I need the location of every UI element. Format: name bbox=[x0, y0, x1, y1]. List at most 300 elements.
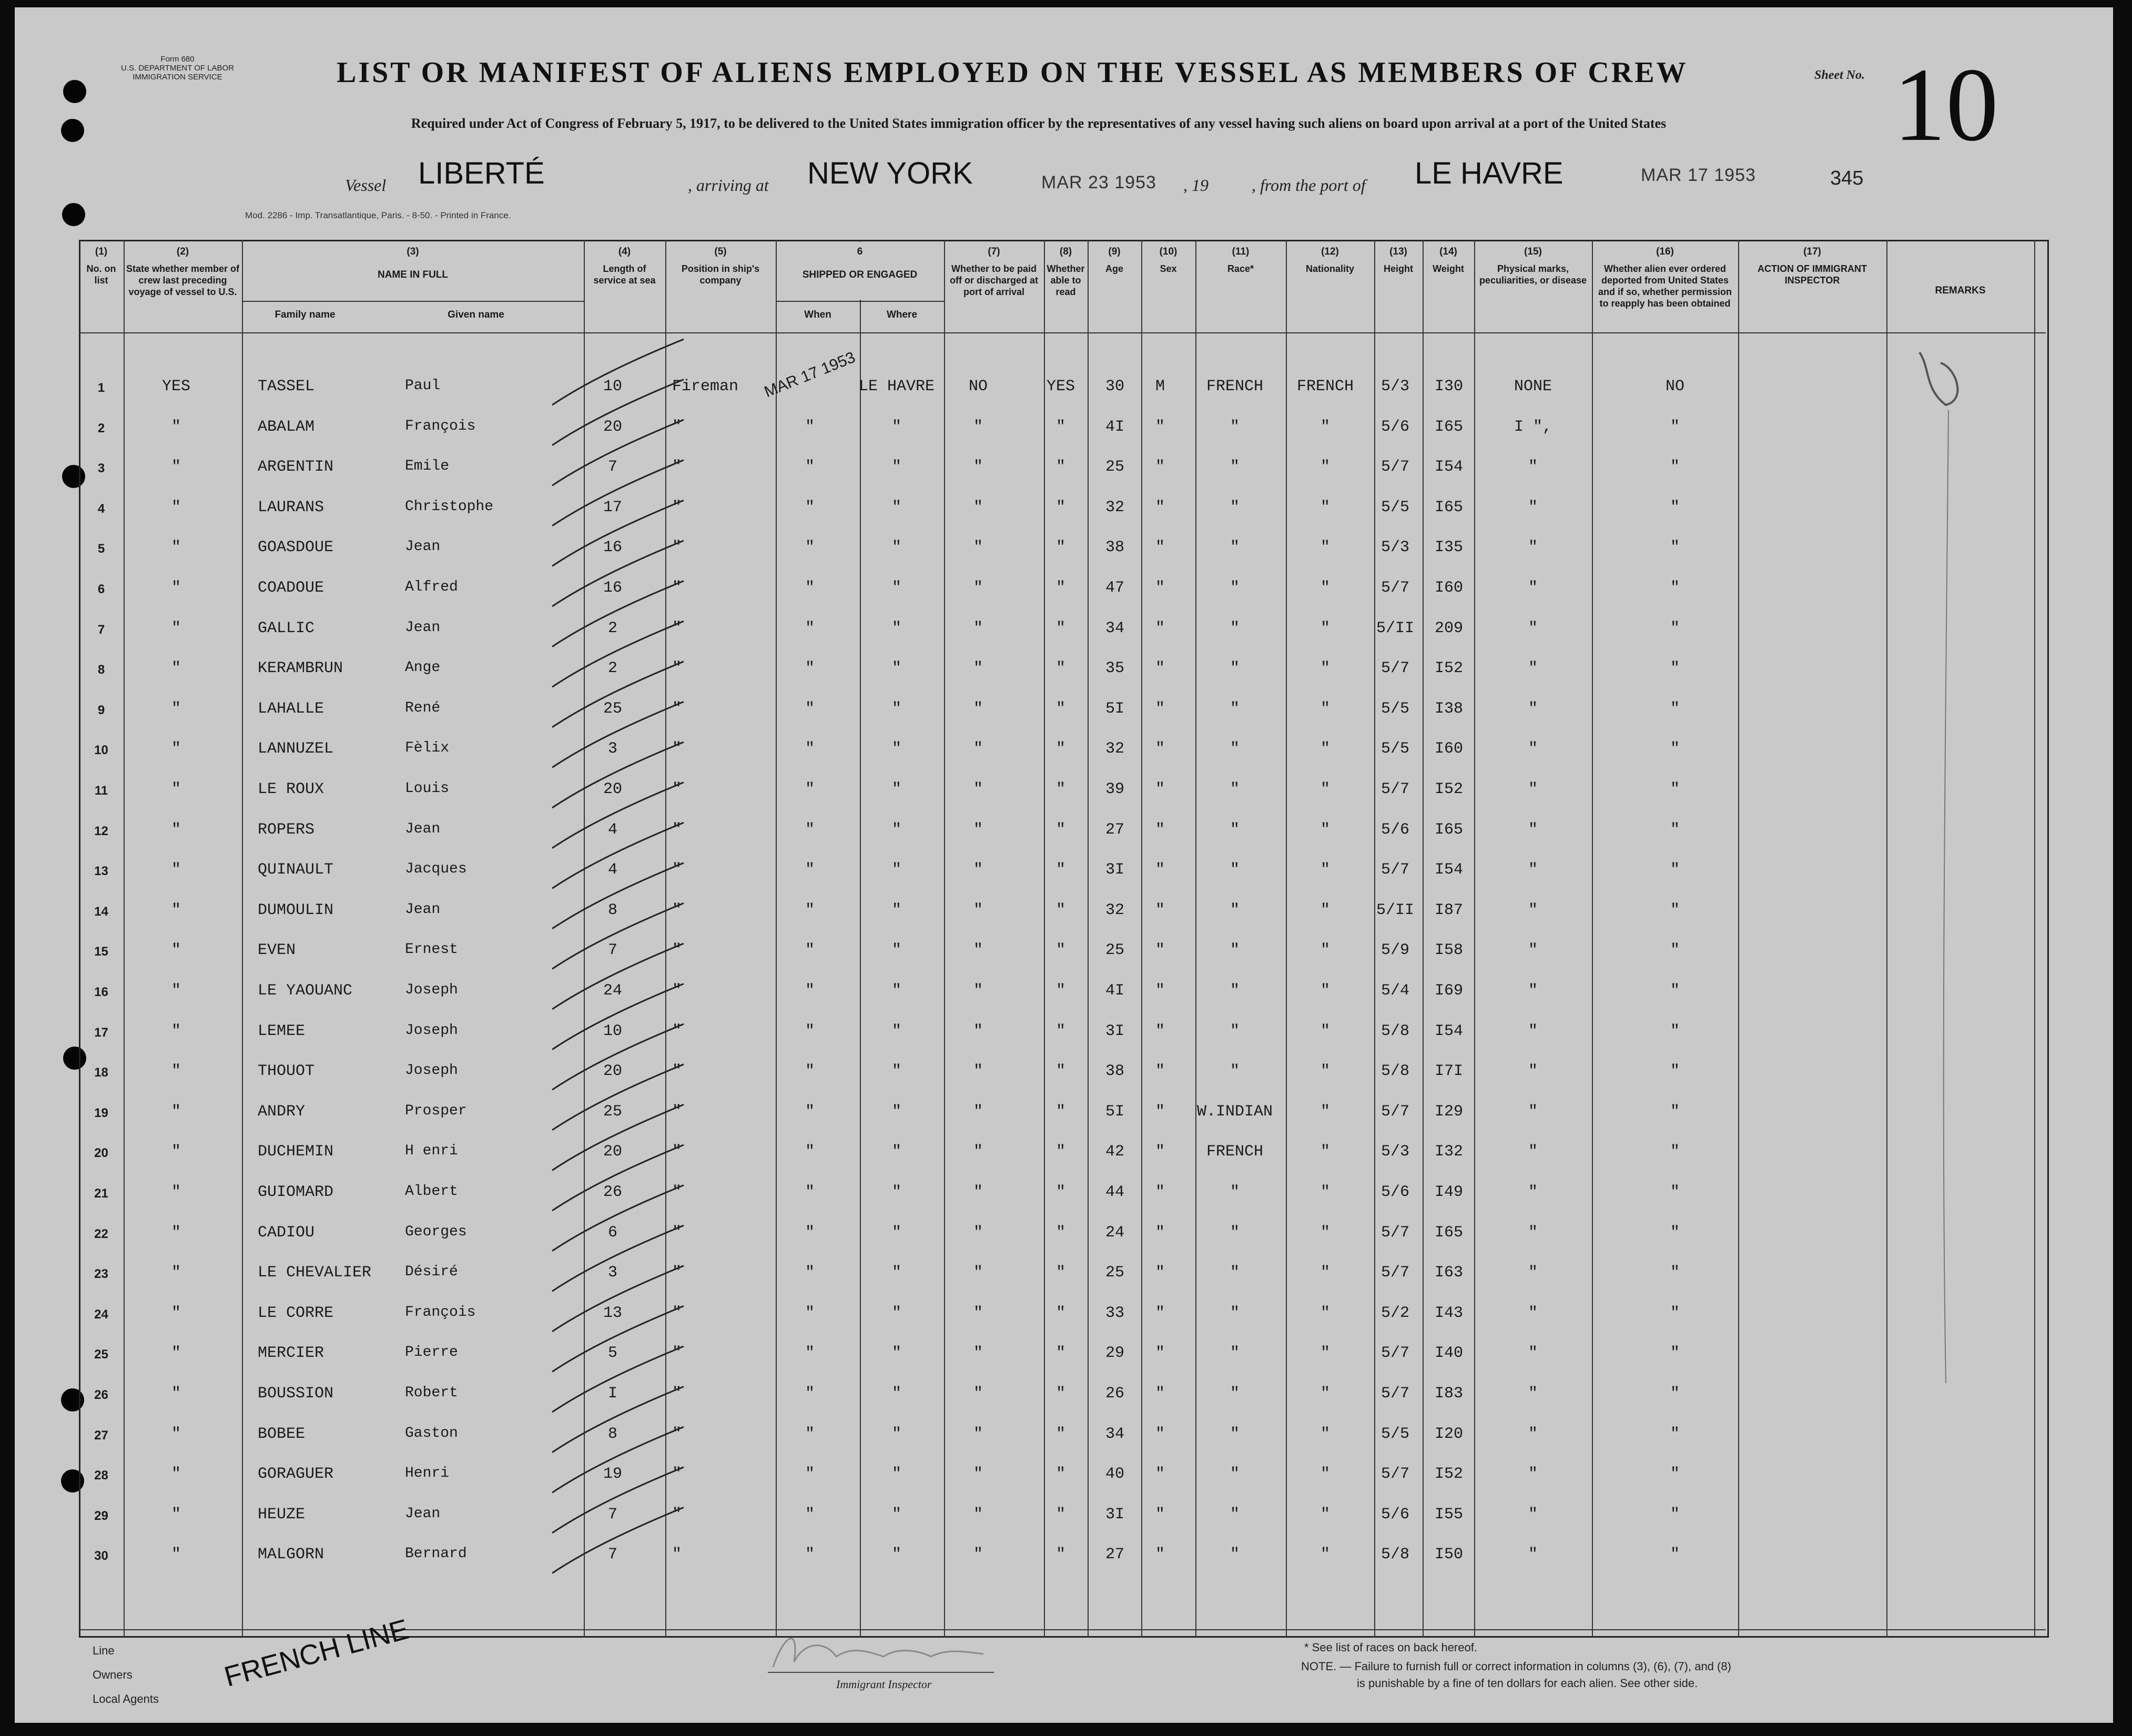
cell-race: " bbox=[1230, 1425, 1240, 1443]
cell-height: 5/9 bbox=[1380, 941, 1409, 960]
cell-paid: " bbox=[973, 1062, 983, 1081]
cell-deported: " bbox=[1670, 659, 1680, 678]
cell-family: HEUZE bbox=[258, 1505, 306, 1524]
column-number-c2: (2) bbox=[176, 246, 189, 257]
cell-where: " bbox=[891, 1102, 901, 1121]
cell-when: " bbox=[805, 1183, 815, 1201]
cell-read: " bbox=[1055, 1183, 1065, 1201]
row-number: 20 bbox=[94, 1146, 108, 1161]
cell-height: 5/7 bbox=[1380, 1102, 1409, 1121]
row-number: 18 bbox=[94, 1065, 108, 1080]
cell-race: FRENCH bbox=[1206, 378, 1264, 395]
cell-paid: " bbox=[973, 1465, 983, 1484]
cell-sex: " bbox=[1155, 699, 1165, 718]
cell-age: 40 bbox=[1105, 1465, 1124, 1484]
service-checkmark bbox=[552, 500, 684, 566]
cell-height: 5/8 bbox=[1380, 1062, 1409, 1081]
cell-marks: " bbox=[1528, 1102, 1538, 1121]
cell-nat: " bbox=[1320, 1425, 1330, 1443]
cell-when: " bbox=[805, 740, 815, 758]
cell-read: " bbox=[1055, 901, 1065, 919]
cell-given: Jacques bbox=[405, 861, 467, 878]
cell-nat: " bbox=[1320, 1304, 1330, 1322]
cell-nat: " bbox=[1320, 1223, 1330, 1242]
cell-marks: " bbox=[1528, 619, 1538, 637]
service-checkmark bbox=[552, 943, 684, 1009]
cell-position: " bbox=[672, 1143, 682, 1161]
cell-marks: " bbox=[1528, 861, 1538, 879]
cell-when: " bbox=[805, 1505, 815, 1524]
cell-race: " bbox=[1230, 861, 1240, 879]
cell-given: Christophe bbox=[405, 498, 494, 515]
cell-age: 29 bbox=[1105, 1344, 1124, 1363]
cell-position: " bbox=[672, 820, 682, 839]
cell-where: " bbox=[891, 1264, 901, 1282]
cell-given: Jean bbox=[405, 619, 441, 636]
service-checkmark bbox=[552, 742, 684, 808]
cell-weight: 209 bbox=[1434, 619, 1463, 637]
cell-paid: " bbox=[973, 901, 983, 919]
cell-sex: " bbox=[1155, 1223, 1165, 1242]
cell-read: " bbox=[1055, 1344, 1065, 1363]
cell-service: 13 bbox=[603, 1304, 622, 1322]
cell-height: 5/7 bbox=[1380, 861, 1409, 879]
cell-read: " bbox=[1055, 1062, 1065, 1081]
cell-marks: " bbox=[1528, 820, 1538, 839]
cell-weight: I52 bbox=[1434, 1465, 1463, 1484]
cell-marks: " bbox=[1528, 740, 1538, 758]
cell-deported: " bbox=[1670, 539, 1680, 557]
cell-position: " bbox=[672, 982, 682, 1000]
cell-paid: " bbox=[973, 1264, 983, 1282]
cell-paid: " bbox=[973, 619, 983, 637]
cell-when: " bbox=[805, 659, 815, 678]
cell-given: Jean bbox=[405, 539, 441, 555]
cell-service: 8 bbox=[607, 901, 617, 919]
cell-weight: I65 bbox=[1434, 418, 1463, 436]
cell-height: 5/3 bbox=[1380, 378, 1409, 395]
cell-service: 8 bbox=[607, 1425, 617, 1443]
cell-nat: " bbox=[1320, 1143, 1330, 1161]
cell-deported: " bbox=[1670, 1183, 1680, 1201]
cell-when: " bbox=[805, 1062, 815, 1081]
cell-position: " bbox=[672, 458, 682, 476]
cell-read: " bbox=[1055, 498, 1065, 516]
cell-weight: I52 bbox=[1434, 659, 1463, 678]
cell-nat: " bbox=[1320, 539, 1330, 557]
cell-height: 5/5 bbox=[1380, 1425, 1409, 1443]
cell-prev: " bbox=[171, 619, 181, 637]
cell-where: " bbox=[891, 539, 901, 557]
column-header-c4: Length of service at sea bbox=[593, 263, 656, 286]
row-number: 7 bbox=[97, 622, 105, 637]
cell-service: 7 bbox=[607, 1505, 617, 1524]
arriving-label: , arriving at bbox=[688, 176, 769, 195]
cell-where: " bbox=[891, 982, 901, 1000]
cell-prev: " bbox=[171, 901, 181, 919]
cell-race: " bbox=[1230, 1183, 1240, 1201]
cell-read: " bbox=[1055, 1022, 1065, 1040]
cell-marks: " bbox=[1528, 1062, 1538, 1081]
cell-deported: " bbox=[1670, 579, 1680, 597]
cell-paid: " bbox=[973, 861, 983, 879]
row-number: 6 bbox=[97, 582, 105, 596]
cell-sex: " bbox=[1155, 458, 1165, 476]
cell-sex: " bbox=[1155, 861, 1165, 879]
cell-sex: " bbox=[1155, 982, 1165, 1000]
remarks-pencil-mark bbox=[1909, 337, 1988, 1388]
cell-race: " bbox=[1230, 1385, 1240, 1403]
row-number: 27 bbox=[94, 1428, 108, 1443]
cell-given: Georges bbox=[405, 1223, 467, 1240]
cell-height: 5/6 bbox=[1380, 820, 1409, 839]
column-number-c8: (8) bbox=[1059, 246, 1072, 257]
cell-sex: " bbox=[1155, 659, 1165, 678]
cell-weight: I60 bbox=[1434, 579, 1463, 597]
row-number: 2 bbox=[97, 421, 105, 435]
cell-deported: " bbox=[1670, 740, 1680, 758]
arrival-date-stamp: MAR 23 1953 bbox=[1041, 172, 1156, 192]
cell-age: 4I bbox=[1105, 982, 1124, 1000]
row-number: 8 bbox=[97, 663, 105, 677]
cell-age: 32 bbox=[1105, 740, 1124, 758]
row-number: 3 bbox=[97, 461, 105, 476]
row-number: 16 bbox=[94, 985, 108, 999]
cell-marks: " bbox=[1528, 1223, 1538, 1242]
cell-height: 5/5 bbox=[1380, 498, 1409, 516]
cell-given: Jean bbox=[405, 1505, 441, 1522]
cell-service: 10 bbox=[603, 1022, 622, 1040]
cell-deported: " bbox=[1670, 901, 1680, 919]
cell-marks: " bbox=[1528, 1022, 1538, 1040]
cell-when: " bbox=[805, 1385, 815, 1403]
cell-paid: " bbox=[973, 579, 983, 597]
cell-nat: " bbox=[1320, 418, 1330, 436]
cell-sex: " bbox=[1155, 1304, 1165, 1322]
cell-position: " bbox=[672, 1062, 682, 1081]
cell-sex: " bbox=[1155, 1546, 1165, 1564]
cell-read: " bbox=[1055, 699, 1065, 718]
cell-sex: " bbox=[1155, 1344, 1165, 1363]
cell-where: " bbox=[891, 1425, 901, 1443]
cell-marks: " bbox=[1528, 1546, 1538, 1564]
cell-when: " bbox=[805, 1546, 815, 1564]
row-number: 10 bbox=[94, 743, 108, 758]
cell-race: " bbox=[1230, 982, 1240, 1000]
cell-height: 5/7 bbox=[1380, 1385, 1409, 1403]
cell-when: " bbox=[805, 982, 815, 1000]
cell-when: " bbox=[805, 1344, 815, 1363]
cell-when: " bbox=[805, 941, 815, 960]
cell-family: EVEN bbox=[258, 941, 296, 960]
cell-height: 5/7 bbox=[1380, 659, 1409, 678]
column-header-c14: Weight bbox=[1433, 263, 1464, 274]
cell-deported: " bbox=[1670, 1465, 1680, 1484]
cell-nat: " bbox=[1320, 1344, 1330, 1363]
cell-position: " bbox=[672, 1546, 682, 1564]
column-header-c17: ACTION OF IMMIGRANT INSPECTOR bbox=[1758, 263, 1867, 286]
column-number-c3: (3) bbox=[407, 246, 419, 257]
cell-read: " bbox=[1055, 941, 1065, 960]
cell-when: " bbox=[805, 901, 815, 919]
cell-race: " bbox=[1230, 1223, 1240, 1242]
cell-weight: I50 bbox=[1434, 1546, 1463, 1564]
cell-family: CADIOU bbox=[258, 1223, 315, 1242]
cell-weight: I60 bbox=[1434, 740, 1463, 758]
cell-age: 3I bbox=[1105, 1022, 1124, 1040]
cell-race: " bbox=[1230, 1546, 1240, 1564]
column-header-c2: State whether member of crew last preceding voyage of vessel to U.S. bbox=[126, 263, 240, 297]
service-checkmark bbox=[552, 1387, 684, 1453]
cell-weight: I65 bbox=[1434, 498, 1463, 516]
cell-race: " bbox=[1230, 458, 1240, 476]
cell-given: Albert bbox=[405, 1183, 458, 1200]
cell-service: 26 bbox=[603, 1183, 622, 1201]
cell-race: " bbox=[1230, 1304, 1240, 1322]
cell-sex: " bbox=[1155, 780, 1165, 798]
cell-position: " bbox=[672, 1022, 682, 1040]
cell-when: " bbox=[805, 1425, 815, 1443]
cell-prev: " bbox=[171, 1022, 181, 1040]
service-checkmark bbox=[552, 1185, 684, 1251]
cell-position: Fireman bbox=[672, 378, 739, 395]
service-checkmark bbox=[552, 581, 684, 647]
cell-paid: " bbox=[973, 1344, 983, 1363]
cell-sex: " bbox=[1155, 1505, 1165, 1524]
cell-marks: NONE bbox=[1514, 378, 1552, 395]
cell-nat: " bbox=[1320, 740, 1330, 758]
cell-age: 3I bbox=[1105, 1505, 1124, 1524]
cell-read: " bbox=[1055, 579, 1065, 597]
cell-position: " bbox=[672, 1385, 682, 1403]
cell-prev: " bbox=[171, 659, 181, 678]
cell-family: DUCHEMIN bbox=[258, 1143, 334, 1161]
vessel-name: LIBERTÉ bbox=[418, 156, 545, 190]
column-subheader-where: Where bbox=[886, 309, 918, 320]
cell-deported: " bbox=[1670, 1102, 1680, 1121]
cell-when: " bbox=[805, 820, 815, 839]
cell-height: 5/7 bbox=[1380, 1223, 1409, 1242]
service-checkmark bbox=[552, 1225, 684, 1291]
cell-deported: " bbox=[1670, 619, 1680, 637]
cell-height: 5/II bbox=[1376, 619, 1414, 637]
cell-where: " bbox=[891, 1143, 901, 1161]
column-number-c4: (4) bbox=[618, 246, 631, 257]
cell-nat: " bbox=[1320, 1102, 1330, 1121]
column-number-c14: (14) bbox=[1439, 246, 1457, 257]
cell-where: " bbox=[891, 1304, 901, 1322]
column-header-c8: Whether able to read bbox=[1047, 263, 1085, 297]
cell-nat: " bbox=[1320, 699, 1330, 718]
cell-where: " bbox=[891, 699, 901, 718]
cell-position: " bbox=[672, 901, 682, 919]
cell-marks: " bbox=[1528, 579, 1538, 597]
cell-prev: " bbox=[171, 1183, 181, 1201]
cell-where: " bbox=[891, 1022, 901, 1040]
cell-sex: " bbox=[1155, 1062, 1165, 1081]
cell-position: " bbox=[672, 659, 682, 678]
cell-prev: " bbox=[171, 1264, 181, 1282]
cell-sex: " bbox=[1155, 941, 1165, 960]
cell-where: " bbox=[891, 1465, 901, 1484]
column-number-c13: (13) bbox=[1389, 246, 1407, 257]
cell-prev: " bbox=[171, 498, 181, 516]
cell-paid: NO bbox=[968, 378, 988, 395]
column-header-c7: Whether to be paid off or discharged at port of arrival bbox=[949, 263, 1039, 297]
cell-service: 4 bbox=[607, 861, 617, 879]
cell-height: 5/5 bbox=[1380, 699, 1409, 718]
cell-family: MALGORN bbox=[258, 1546, 324, 1564]
cell-where: LE HAVRE bbox=[858, 378, 935, 395]
cell-given: Emile bbox=[405, 458, 450, 475]
service-checkmark bbox=[552, 903, 684, 969]
cell-when: " bbox=[805, 1264, 815, 1282]
cell-marks: " bbox=[1528, 1264, 1538, 1282]
cell-marks: " bbox=[1528, 1465, 1538, 1484]
cell-deported: " bbox=[1670, 1143, 1680, 1161]
cell-marks: " bbox=[1528, 1143, 1538, 1161]
cell-family: GOASDOUE bbox=[258, 539, 334, 557]
cell-deported: " bbox=[1670, 982, 1680, 1000]
cell-weight: I55 bbox=[1434, 1505, 1463, 1524]
cell-service: 25 bbox=[603, 699, 622, 718]
cell-family: LAHALLE bbox=[258, 699, 324, 718]
cell-weight: I58 bbox=[1434, 941, 1463, 960]
row-number: 14 bbox=[94, 904, 108, 919]
cell-nat: " bbox=[1320, 1183, 1330, 1201]
column-number-c11: (11) bbox=[1232, 246, 1250, 257]
cell-family: BOBEE bbox=[258, 1425, 306, 1443]
column-header-c11: Race* bbox=[1227, 263, 1254, 274]
cell-deported: " bbox=[1670, 699, 1680, 718]
service-checkmark bbox=[552, 1145, 684, 1211]
cell-position: " bbox=[672, 619, 682, 637]
cell-position: " bbox=[672, 1505, 682, 1524]
cell-read: " bbox=[1055, 458, 1065, 476]
cell-height: 5/3 bbox=[1380, 539, 1409, 557]
service-checkmark bbox=[552, 1064, 684, 1130]
service-checkmark bbox=[552, 420, 684, 485]
cell-where: " bbox=[891, 498, 901, 516]
cell-where: " bbox=[891, 1223, 901, 1242]
cell-position: " bbox=[672, 740, 682, 758]
cell-read: " bbox=[1055, 539, 1065, 557]
cell-race: " bbox=[1230, 1505, 1240, 1524]
cell-age: 4I bbox=[1105, 418, 1124, 436]
cell-prev: " bbox=[171, 458, 181, 476]
cell-nat: " bbox=[1320, 820, 1330, 839]
service-checkmark bbox=[552, 1346, 684, 1412]
local-agents-label: Local Agents bbox=[93, 1692, 159, 1705]
column-header-c10: Sex bbox=[1160, 263, 1177, 274]
sheet-label: Sheet No. bbox=[1814, 68, 1865, 82]
row-number: 5 bbox=[97, 542, 105, 556]
cell-given: Joseph bbox=[405, 982, 458, 998]
cell-marks: " bbox=[1528, 1183, 1538, 1201]
row-number: 15 bbox=[94, 945, 108, 959]
cell-position: " bbox=[672, 1465, 682, 1484]
cell-marks: " bbox=[1528, 941, 1538, 960]
column-header-c3: NAME IN FULL bbox=[377, 269, 449, 280]
column-subheader-when: When bbox=[804, 309, 831, 320]
cell-sex: " bbox=[1155, 1465, 1165, 1484]
column-number-c6: 6 bbox=[857, 246, 863, 257]
cell-sex: " bbox=[1155, 498, 1165, 516]
cell-age: 32 bbox=[1105, 498, 1124, 516]
cell-family: LEMEE bbox=[258, 1022, 306, 1040]
cell-where: " bbox=[891, 861, 901, 879]
cell-age: 34 bbox=[1105, 1425, 1124, 1443]
cell-position: " bbox=[672, 861, 682, 879]
cell-paid: " bbox=[973, 1425, 983, 1443]
cell-marks: " bbox=[1528, 780, 1538, 798]
cell-paid: " bbox=[973, 659, 983, 678]
cell-age: 44 bbox=[1105, 1183, 1124, 1201]
cell-read: " bbox=[1055, 1546, 1065, 1564]
cell-family: TASSEL bbox=[258, 378, 315, 395]
cell-given: Paul bbox=[405, 378, 441, 394]
cell-nat: " bbox=[1320, 941, 1330, 960]
cell-service: 4 bbox=[607, 820, 617, 839]
cell-where: " bbox=[891, 901, 901, 919]
line-label: Line bbox=[93, 1644, 115, 1657]
cell-family: COADOUE bbox=[258, 579, 324, 597]
cell-sex: " bbox=[1155, 1425, 1165, 1443]
column-number-c15: (15) bbox=[1524, 246, 1542, 257]
cell-where: " bbox=[891, 1546, 901, 1564]
cell-weight: I52 bbox=[1434, 780, 1463, 798]
column-number-c17: (17) bbox=[1803, 246, 1821, 257]
cell-sex: " bbox=[1155, 1264, 1165, 1282]
cell-position: " bbox=[672, 1223, 682, 1242]
cell-family: LE CHEVALIER bbox=[258, 1264, 372, 1282]
cell-when: " bbox=[805, 1102, 815, 1121]
cell-weight: I38 bbox=[1434, 699, 1463, 718]
cell-weight: I87 bbox=[1434, 901, 1463, 919]
row-number: 1 bbox=[97, 381, 105, 395]
cell-deported: " bbox=[1670, 780, 1680, 798]
cell-age: 33 bbox=[1105, 1304, 1124, 1322]
cell-paid: " bbox=[973, 1505, 983, 1524]
cell-family: GALLIC bbox=[258, 619, 315, 637]
cell-paid: " bbox=[973, 1223, 983, 1242]
cell-prev: " bbox=[171, 740, 181, 758]
cell-family: ARGENTIN bbox=[258, 458, 334, 476]
cell-given: Henri bbox=[405, 1465, 450, 1482]
cell-prev: " bbox=[171, 861, 181, 879]
cell-paid: " bbox=[973, 982, 983, 1000]
cell-where: " bbox=[891, 1385, 901, 1403]
cell-age: 25 bbox=[1105, 941, 1124, 960]
cell-age: 25 bbox=[1105, 1264, 1124, 1282]
column-header-c1: No. on list bbox=[86, 263, 116, 286]
cell-race: " bbox=[1230, 659, 1240, 678]
cell-paid: " bbox=[973, 1304, 983, 1322]
cell-where: " bbox=[891, 941, 901, 960]
cell-height: 5/7 bbox=[1380, 780, 1409, 798]
service-checkmark bbox=[552, 541, 684, 606]
cell-prev: " bbox=[171, 1102, 181, 1121]
cell-when: " bbox=[805, 1223, 815, 1242]
cell-given: Joseph bbox=[405, 1062, 458, 1079]
cell-prev: " bbox=[171, 1344, 181, 1363]
cell-paid: " bbox=[973, 1183, 983, 1201]
cell-service: 20 bbox=[603, 780, 622, 798]
cell-service: 10 bbox=[603, 378, 622, 395]
cell-race: " bbox=[1230, 699, 1240, 718]
cell-race: " bbox=[1230, 820, 1240, 839]
cell-position: " bbox=[672, 699, 682, 718]
